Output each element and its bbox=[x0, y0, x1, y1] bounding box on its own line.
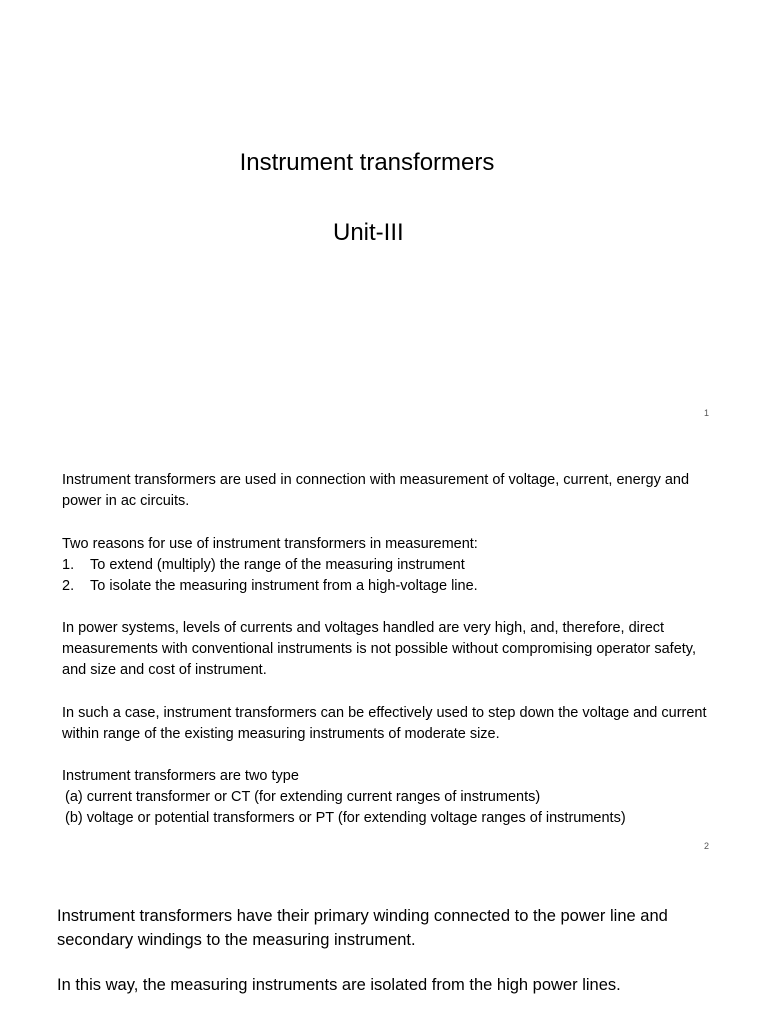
slide-3 bbox=[0, 860, 768, 1024]
slide-1 bbox=[0, 0, 768, 430]
page-number: 2 bbox=[704, 841, 710, 851]
such-case-paragraph: In such a case, instrument transformers can be effectively used to step down the voltage and current within range of the existing measuring instruments of moderate size. bbox=[62, 705, 707, 742]
list-text: To extend (multiply) the range of the measuring instrument bbox=[90, 557, 465, 573]
slide-title: Instrument transformers bbox=[239, 149, 495, 176]
intro-paragraph: Instrument transformers are used in connection with measurement of voltage, current, energy and power in ac circuits. bbox=[62, 472, 690, 509]
type-option-b: (b) voltage or potential transformers or PT (for extending voltage ranges of instruments) bbox=[65, 810, 626, 826]
list-item bbox=[62, 576, 712, 597]
isolation-paragraph: In this way, the measuring instruments are isolated from the high power lines. bbox=[57, 976, 621, 994]
page-number: 1 bbox=[704, 408, 710, 418]
list-text: To isolate the measuring instrument from a high-voltage line. bbox=[90, 578, 478, 594]
reasons-heading: Two reasons for use of instrument transformers in measurement: bbox=[62, 536, 478, 552]
types-block bbox=[62, 766, 712, 829]
reasons-list bbox=[62, 555, 712, 597]
power-systems-paragraph: In power systems, levels of currents and voltages handled are very high, and, therefore, direct measurements with conventional instruments is not possible without compromising operator safety, and size and cost of instrument. bbox=[62, 620, 696, 678]
slide-subtitle: Unit-III bbox=[333, 219, 404, 246]
winding-paragraph: Instrument transformers have their primary winding connected to the power line and secondary windings to the measuring instrument. bbox=[57, 907, 668, 949]
type-option-a: (a) current transformer or CT (for extending current ranges of instruments) bbox=[65, 789, 541, 805]
reasons-block bbox=[62, 534, 712, 597]
list-number: 2. bbox=[62, 578, 75, 594]
list-number: 1. bbox=[62, 557, 75, 573]
types-heading: Instrument transformers are two type bbox=[62, 768, 299, 784]
slide-2 bbox=[0, 430, 768, 860]
list-item bbox=[62, 555, 712, 576]
